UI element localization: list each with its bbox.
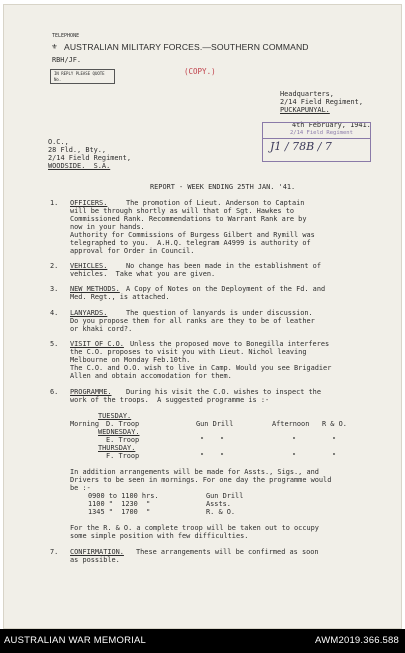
programme-ditto: " bbox=[332, 436, 337, 444]
schedule-activity: R. & O. bbox=[206, 508, 236, 516]
stamp-ref: J1 / 78B / 7 bbox=[270, 140, 332, 153]
extra-line: For the R. & O. a complete troop will be taken out to occupy bbox=[70, 524, 319, 532]
telephone-label: TELEPHONE bbox=[52, 33, 80, 39]
item-5-line: Unless the proposed move to Bonegilla interferes bbox=[130, 340, 330, 348]
footer-accession-number: AWM2019.366.588 bbox=[315, 635, 399, 646]
recipient-line3: 2/14 Field Regiment, bbox=[48, 154, 131, 162]
item-7-head: CONFIRMATION. bbox=[70, 548, 124, 556]
item-4-line: or khaki cord?. bbox=[70, 325, 133, 333]
programme-day-tuesday: TUESDAY. bbox=[98, 412, 132, 420]
item-5-line: the C.O. proposes to visit you with Lieut. Nichol leaving bbox=[70, 348, 307, 356]
programme-day-wednesday: WEDNESDAY. bbox=[98, 428, 140, 436]
item-2-num: 2. bbox=[50, 262, 59, 270]
item-7-num: 7. bbox=[50, 548, 59, 556]
item-5-head: VISIT OF C.O. bbox=[70, 340, 124, 348]
sender-line2: 2/14 Field Regiment, bbox=[280, 98, 363, 106]
item-1-num: 1. bbox=[50, 199, 59, 207]
schedule-activity: Gun Drill bbox=[206, 492, 244, 500]
schedule-activity: Assts. bbox=[206, 500, 231, 508]
copy-mark: (COPY.) bbox=[184, 67, 216, 76]
crest-icon: ⚜ bbox=[52, 42, 57, 51]
item-7-line: as possible. bbox=[70, 556, 120, 564]
item-4-line: Do you propose them for all ranks are they to be of leather bbox=[70, 317, 315, 325]
item-1-line: now in your hands. bbox=[70, 223, 145, 231]
item-5-num: 5. bbox=[50, 340, 59, 348]
item-1-head: OFFICERS. bbox=[70, 199, 108, 207]
item-1-line: telegraphed to you. A.H.Q. telegram A4999 is authority of bbox=[70, 239, 311, 247]
programme-afternoon-label: Afternoon bbox=[272, 420, 310, 428]
programme-ditto: " bbox=[292, 436, 297, 444]
sender-date: 4th February, 1941. bbox=[292, 121, 371, 129]
item-5-line: Allen and obtain accomodation for them. bbox=[70, 372, 232, 380]
item-3-line: Med. Regt., is attached. bbox=[70, 293, 170, 301]
schedule-time: 1345 " 1700 " bbox=[88, 508, 151, 516]
schedule-time: 1100 " 1230 " bbox=[88, 500, 151, 508]
item-4-num: 4. bbox=[50, 309, 59, 317]
item-6-num: 6. bbox=[50, 388, 59, 396]
item-1-line: approval for Order in Council. bbox=[70, 247, 195, 255]
item-4-line: The question of lanyards is under discussion. bbox=[126, 309, 313, 317]
programme-gun-drill: Gun Drill bbox=[196, 420, 234, 428]
programme-ditto: " bbox=[200, 436, 205, 444]
item-6-line: work of the troops. A suggested programme is :- bbox=[70, 396, 270, 404]
reply-label: IN REPLY PLEASE QUOTE bbox=[54, 71, 105, 76]
schedule-time: 0900 to 1100 hrs. bbox=[88, 492, 159, 500]
extra-line: be :- bbox=[70, 484, 91, 492]
programme-ditto: " bbox=[220, 452, 225, 460]
footer-bar bbox=[0, 629, 405, 653]
programme-day-thursday: THURSDAY. bbox=[98, 444, 136, 452]
footer-institution: AUSTRALIAN WAR MEMORIAL bbox=[4, 635, 147, 646]
item-2-line: No change has been made in the establishment of bbox=[126, 262, 321, 270]
item-7-line: These arrangements will be confirmed as soon bbox=[136, 548, 319, 556]
recipient-line4: WOODSIDE. S.A. bbox=[48, 162, 111, 170]
extra-line: Drivers to be seen in mornings. For one day the programme would bbox=[70, 476, 332, 484]
letterhead-ref: RBH/JF. bbox=[52, 56, 82, 64]
programme-ro: R & O. bbox=[322, 420, 347, 428]
item-1-line: Commissioned Rank. Recommendations to Warrant Rank are by bbox=[70, 215, 307, 223]
item-6-head: PROGRAMME. bbox=[70, 388, 112, 396]
sender-line1: Headquarters, bbox=[280, 90, 334, 98]
programme-ditto: " bbox=[332, 452, 337, 460]
recipient-line2: 28 Fld., Bty., bbox=[48, 146, 107, 154]
extra-line: some simple position with few difficulties. bbox=[70, 532, 249, 540]
stamp-header: 2/14 Field Regiment bbox=[290, 130, 353, 136]
programme-troop-e: E. Troop bbox=[106, 436, 140, 444]
programme-ditto: " bbox=[292, 452, 297, 460]
letterhead-org: AUSTRALIAN MILITARY FORCES.—SOUTHERN COMMAND bbox=[64, 42, 309, 52]
item-3-head: NEW METHODS. bbox=[70, 285, 120, 293]
item-1-line: Authority for Commissions of Burgess Gilbert and Rymill was bbox=[70, 231, 315, 239]
item-4-head: LANYARDS. bbox=[70, 309, 108, 317]
programme-ditto: " bbox=[220, 436, 225, 444]
sender-line3: PUCKAPUNYAL. bbox=[280, 106, 330, 114]
item-2-head: VEHICLES. bbox=[70, 262, 108, 270]
programme-morning-label: Morning bbox=[70, 420, 100, 428]
programme-ditto: " bbox=[200, 452, 205, 460]
extra-line: In addition arrangements will be made for Assts., Sigs., and bbox=[70, 468, 319, 476]
report-title: REPORT - WEEK ENDING 25TH JAN. '41. bbox=[150, 183, 296, 191]
item-6-line: During his visit the C.O. wishes to inspect the bbox=[126, 388, 321, 396]
reply-no-label: No. bbox=[54, 77, 62, 82]
item-3-line: A Copy of Notes on the Deployment of the Fd. and bbox=[126, 285, 326, 293]
item-3-num: 3. bbox=[50, 285, 59, 293]
item-1-line: will be through shortly as will that of Sgt. Hawkes to bbox=[70, 207, 295, 215]
item-2-line: vehicles. Take what you are given. bbox=[70, 270, 216, 278]
recipient-line1: O.C., bbox=[48, 138, 69, 146]
programme-troop-f: F. Troop bbox=[106, 452, 140, 460]
item-5-line: Melbourne on Monday Feb.10th. bbox=[70, 356, 191, 364]
item-5-line: The C.O. and O.O. wish to live in Camp. Would you see Brigadier bbox=[70, 364, 332, 372]
programme-troop-d: D. Troop bbox=[106, 420, 140, 428]
item-1-line: The promotion of Lieut. Anderson to Captain bbox=[126, 199, 305, 207]
